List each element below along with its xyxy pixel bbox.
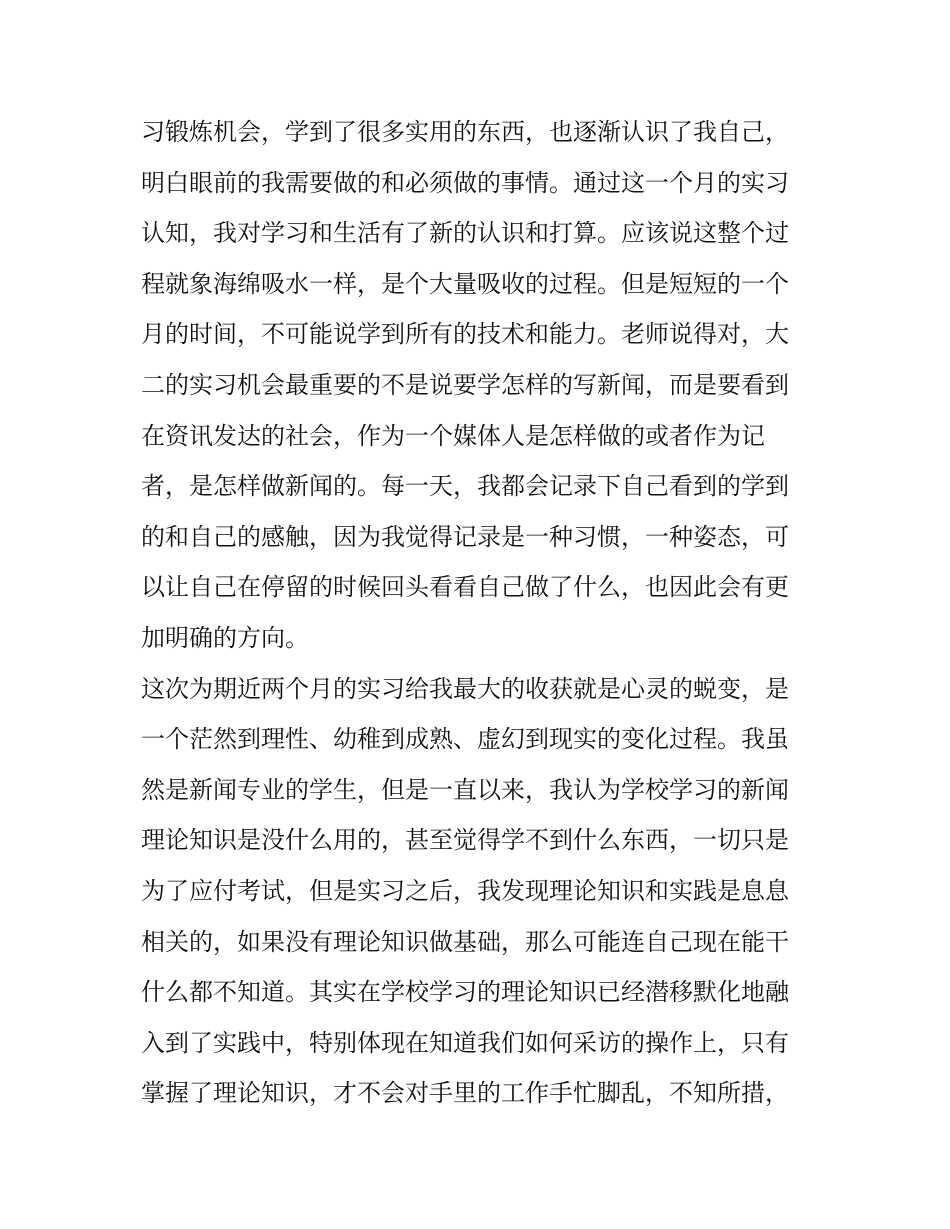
text-line: 一个茫然到理性、幼稚到成熟、虚幻到现实的变化过程。我虽: [141, 725, 789, 754]
text-line: 理论知识是没什么用的，甚至觉得学不到什么东西，一切只是: [141, 826, 789, 855]
text-line: 什么都不知道。其实在学校学习的理论知识已经潜移默化地融: [141, 978, 789, 1007]
text-line: 然是新闻专业的学生，但是一直以来，我认为学校学习的新闻: [141, 775, 789, 804]
text-line: 加明确的方向。: [141, 623, 309, 652]
text-line: 的和自己的感触，因为我觉得记录是一种习惯，一种姿态，可: [141, 522, 789, 551]
text-line: 者，是怎样做新闻的。每一天，我都会记录下自己看到的学到: [141, 472, 789, 501]
text-line: 在资讯发达的社会，作为一个媒体人是怎样做的或者作为记: [141, 421, 765, 450]
text-line: 月的时间，不可能说学到所有的技术和能力。老师说得对，大: [141, 320, 789, 349]
text-line: 二的实习机会最重要的不是说要学怎样的写新闻，而是要看到: [141, 370, 789, 399]
text-line: 相关的，如果没有理论知识做基础，那么可能连自己现在能干: [141, 927, 789, 956]
text-line: 认知，我对学习和生活有了新的认识和打算。应该说这整个过: [141, 219, 789, 248]
text-line: 习锻炼机会，学到了很多实用的东西，也逐渐认识了我自己，: [141, 118, 789, 146]
text-line: 明白眼前的我需要做的和必须做的事情。通过这一个月的实习: [141, 168, 789, 197]
text-line: 入到了实践中，特别体现在知道我们如何采访的操作上，只有: [141, 1028, 789, 1057]
text-line: 程就象海绵吸水一样，是个大量吸收的过程。但是短短的一个: [141, 269, 789, 298]
body-text: [141, 107, 821, 1119]
text-line: 掌握了理论知识，才不会对手里的工作手忙脚乱，不知所措，: [141, 1079, 789, 1108]
text-line: 为了应付考试，但是实习之后，我发现理论知识和实践是息息: [141, 876, 789, 905]
text-line: 这次为期近两个月的实习给我最大的收获就是心灵的蜕变，是: [141, 674, 789, 703]
text-line: 以让自己在停留的时候回头看看自己做了什么，也因此会有更: [141, 573, 789, 602]
